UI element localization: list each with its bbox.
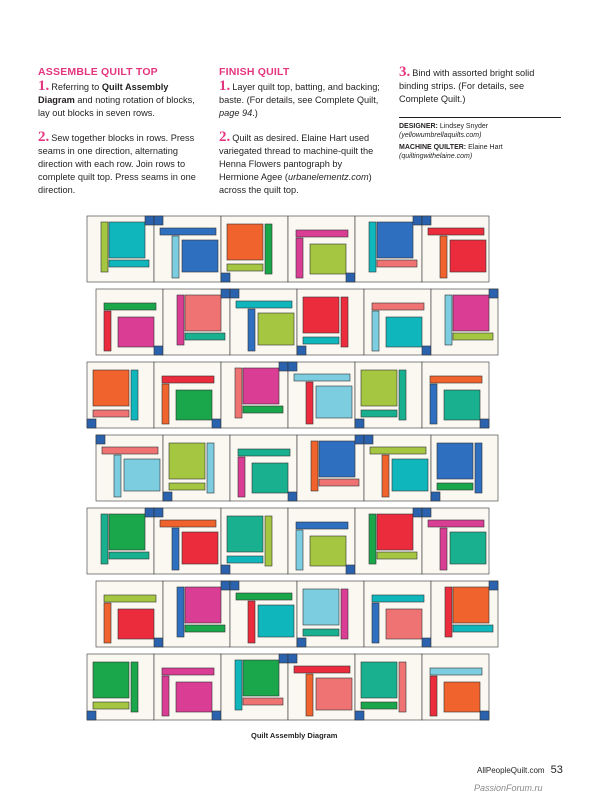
page-reference: page 94 — [219, 108, 253, 118]
block-center-square — [118, 609, 154, 639]
block-strip — [265, 516, 272, 566]
block-center-square — [109, 222, 145, 258]
page-number: 53 — [550, 764, 563, 776]
corner-square — [212, 711, 221, 720]
corner-square — [297, 638, 306, 647]
corner-square — [145, 508, 154, 517]
block-strip — [101, 514, 108, 564]
block-center-square — [124, 459, 160, 491]
designer-name: Lindsey Snyder — [439, 123, 489, 130]
corner-square — [346, 273, 355, 282]
corner-square — [297, 346, 306, 355]
corner-square — [154, 638, 163, 647]
step-text: Layer quilt top, batting, and backing; baste. (For details, see Complete Quilt, — [219, 82, 380, 105]
block-strip — [207, 443, 214, 493]
website-reference: urbanelementz.com — [287, 172, 369, 182]
block-strip — [372, 595, 424, 602]
corner-square — [489, 581, 498, 590]
corner-square — [431, 492, 440, 501]
assemble-heading: ASSEMBLE QUILT TOP — [38, 66, 158, 78]
corner-square — [87, 419, 96, 428]
block-strip — [172, 236, 179, 278]
block-strip — [162, 668, 214, 675]
block-strip — [104, 303, 156, 310]
block-strip — [227, 264, 263, 271]
block-center-square — [258, 313, 294, 345]
block-strip — [361, 702, 397, 709]
page-footer — [477, 764, 563, 776]
block-center-square — [303, 589, 339, 625]
block-center-square — [176, 682, 212, 712]
block-strip — [131, 370, 138, 420]
step-number: 1. — [219, 78, 231, 94]
block-center-square — [377, 514, 413, 550]
corner-square — [221, 273, 230, 282]
step-number: 3. — [399, 64, 411, 80]
block-strip — [93, 702, 129, 709]
block-strip — [172, 528, 179, 570]
block-center-square — [392, 459, 428, 491]
block-strip — [101, 222, 108, 272]
block-strip — [109, 260, 149, 267]
block-center-square — [444, 390, 480, 420]
block-strip — [430, 384, 437, 424]
corner-square — [288, 492, 297, 501]
corner-square — [413, 216, 422, 225]
corner-square — [489, 289, 498, 298]
quilter-name: Elaine Hart — [468, 144, 503, 151]
block-center-square — [185, 587, 221, 623]
block-strip — [475, 443, 482, 493]
corner-square — [279, 654, 288, 663]
block-strip — [248, 601, 255, 643]
block-strip — [243, 406, 283, 413]
block-strip — [306, 382, 313, 424]
block-strip — [430, 676, 437, 716]
corner-square — [355, 419, 364, 428]
block-center-square — [361, 370, 397, 406]
footer-site: AllPeopleQuilt.com — [477, 766, 545, 775]
block-strip — [238, 449, 290, 456]
block-strip — [382, 455, 389, 497]
block-strip — [306, 674, 313, 716]
block-strip — [296, 238, 303, 278]
step-number: 1. — [38, 78, 50, 94]
block-center-square — [169, 443, 205, 479]
step-text: Referring to — [51, 82, 102, 92]
block-strip — [399, 370, 406, 420]
block-center-square — [310, 244, 346, 274]
block-center-square — [386, 609, 422, 639]
finish-heading: FINISH QUILT — [219, 66, 290, 78]
block-strip — [235, 660, 242, 710]
corner-square — [145, 216, 154, 225]
diagram-reference: Quilt Assembly Diagram — [38, 82, 169, 105]
block-center-square — [386, 317, 422, 347]
block-strip — [311, 441, 318, 491]
block-strip — [248, 309, 255, 351]
block-strip — [428, 228, 484, 235]
block-strip — [453, 625, 493, 632]
block-center-square — [252, 463, 288, 493]
corner-square — [279, 362, 288, 371]
corner-square — [480, 711, 489, 720]
block-center-square — [227, 224, 263, 260]
diagram-caption: Quilt Assembly Diagram — [251, 731, 338, 740]
step-number: 2. — [38, 129, 50, 145]
block-strip — [109, 552, 149, 559]
corner-square — [288, 654, 297, 663]
block-strip — [445, 295, 452, 345]
block-center-square — [118, 317, 154, 347]
corner-square — [355, 435, 364, 444]
block-strip — [185, 333, 225, 340]
block-center-square — [361, 662, 397, 698]
block-center-square — [437, 443, 473, 479]
block-strip — [227, 556, 263, 563]
step-number: 2. — [219, 129, 231, 145]
block-center-square — [310, 536, 346, 566]
block-strip — [430, 668, 482, 675]
block-strip — [177, 587, 184, 637]
block-center-square — [319, 441, 355, 477]
block-strip — [177, 295, 184, 345]
block-strip — [453, 333, 493, 340]
designer-label: DESIGNER: — [399, 123, 438, 130]
corner-square — [230, 289, 239, 298]
corner-square — [355, 711, 364, 720]
block-center-square — [316, 678, 352, 710]
corner-square — [346, 565, 355, 574]
block-strip — [102, 447, 158, 454]
corner-square — [154, 216, 163, 225]
corner-square — [288, 362, 297, 371]
designer-website: (yellowumbrellaquilts.com) — [399, 132, 482, 139]
corner-square — [480, 419, 489, 428]
block-strip — [430, 376, 482, 383]
block-strip — [303, 337, 339, 344]
block-strip — [361, 410, 397, 417]
block-strip — [399, 662, 406, 712]
block-strip — [370, 447, 426, 454]
block-strip — [428, 520, 484, 527]
corner-square — [422, 508, 431, 517]
block-strip — [236, 301, 292, 308]
block-strip — [238, 457, 245, 497]
block-center-square — [93, 370, 129, 406]
corner-square — [422, 346, 431, 355]
block-strip — [235, 368, 242, 418]
block-center-square — [444, 682, 480, 712]
block-center-square — [182, 240, 218, 272]
block-strip — [445, 587, 452, 637]
corner-square — [221, 581, 230, 590]
block-strip — [369, 222, 376, 272]
step-text: ) across the quilt top. — [219, 172, 372, 195]
block-strip — [160, 228, 216, 235]
block-center-square — [453, 587, 489, 623]
block-center-square — [93, 662, 129, 698]
corner-square — [422, 638, 431, 647]
block-strip — [377, 260, 417, 267]
block-center-square — [453, 295, 489, 331]
block-strip — [440, 528, 447, 570]
step-text: Bind with assorted bright solid binding strips. (For details, see Complete Quilt.) — [399, 68, 535, 104]
corner-square — [230, 581, 239, 590]
block-strip — [265, 224, 272, 274]
block-strip — [372, 303, 424, 310]
block-center-square — [227, 516, 263, 552]
corner-square — [96, 435, 105, 444]
block-center-square — [450, 532, 486, 564]
block-strip — [437, 483, 473, 490]
block-strip — [319, 479, 359, 486]
step-text: and noting rotation of blocks, lay out blocks in seven rows. — [38, 95, 195, 118]
step-text: Sew together blocks in rows. Press seams in one direction, alternating direction with each row. Join rows to complete quilt top. Press seams in one direction. — [38, 133, 196, 195]
corner-square — [87, 711, 96, 720]
block-center-square — [258, 605, 294, 637]
block-strip — [303, 629, 339, 636]
corner-square — [364, 435, 373, 444]
block-strip — [185, 625, 225, 632]
block-strip — [372, 311, 379, 351]
block-center-square — [182, 532, 218, 564]
block-strip — [104, 311, 111, 351]
block-center-square — [450, 240, 486, 272]
block-strip — [162, 376, 214, 383]
block-strip — [369, 514, 376, 564]
block-strip — [294, 666, 350, 673]
block-strip — [160, 520, 216, 527]
corner-square — [154, 346, 163, 355]
block-strip — [296, 530, 303, 570]
block-strip — [296, 230, 348, 237]
block-strip — [341, 297, 348, 347]
block-center-square — [176, 390, 212, 420]
corner-square — [163, 492, 172, 501]
block-strip — [93, 410, 129, 417]
block-strip — [296, 522, 348, 529]
block-center-square — [243, 368, 279, 404]
quilter-website: (quiltingwithelaine.com) — [399, 153, 473, 160]
block-strip — [243, 698, 283, 705]
block-center-square — [243, 660, 279, 696]
corner-square — [413, 508, 422, 517]
block-center-square — [316, 386, 352, 418]
corner-square — [221, 289, 230, 298]
step-text: .) — [252, 108, 258, 118]
block-strip — [294, 374, 350, 381]
block-center-square — [109, 514, 145, 550]
block-strip — [440, 236, 447, 278]
block-strip — [236, 593, 292, 600]
block-strip — [114, 455, 121, 497]
block-strip — [341, 589, 348, 639]
corner-square — [422, 216, 431, 225]
block-strip — [162, 676, 169, 716]
corner-square — [212, 419, 221, 428]
block-strip — [104, 595, 156, 602]
block-strip — [377, 552, 417, 559]
step-text: Quilt as desired. Elaine Hart used variegated thread to machine-quilt the Henna Flowers pantograph by Hermione Agee ( — [219, 133, 374, 182]
block-center-square — [303, 297, 339, 333]
block-strip — [104, 603, 111, 643]
block-strip — [169, 483, 205, 490]
corner-square — [154, 508, 163, 517]
watermark: PassionForum.ru — [474, 783, 543, 793]
block-strip — [131, 662, 138, 712]
corner-square — [221, 565, 230, 574]
block-center-square — [185, 295, 221, 331]
quilter-label: MACHINE QUILTER: — [399, 144, 467, 151]
block-strip — [372, 603, 379, 643]
block-center-square — [377, 222, 413, 258]
block-strip — [162, 384, 169, 424]
